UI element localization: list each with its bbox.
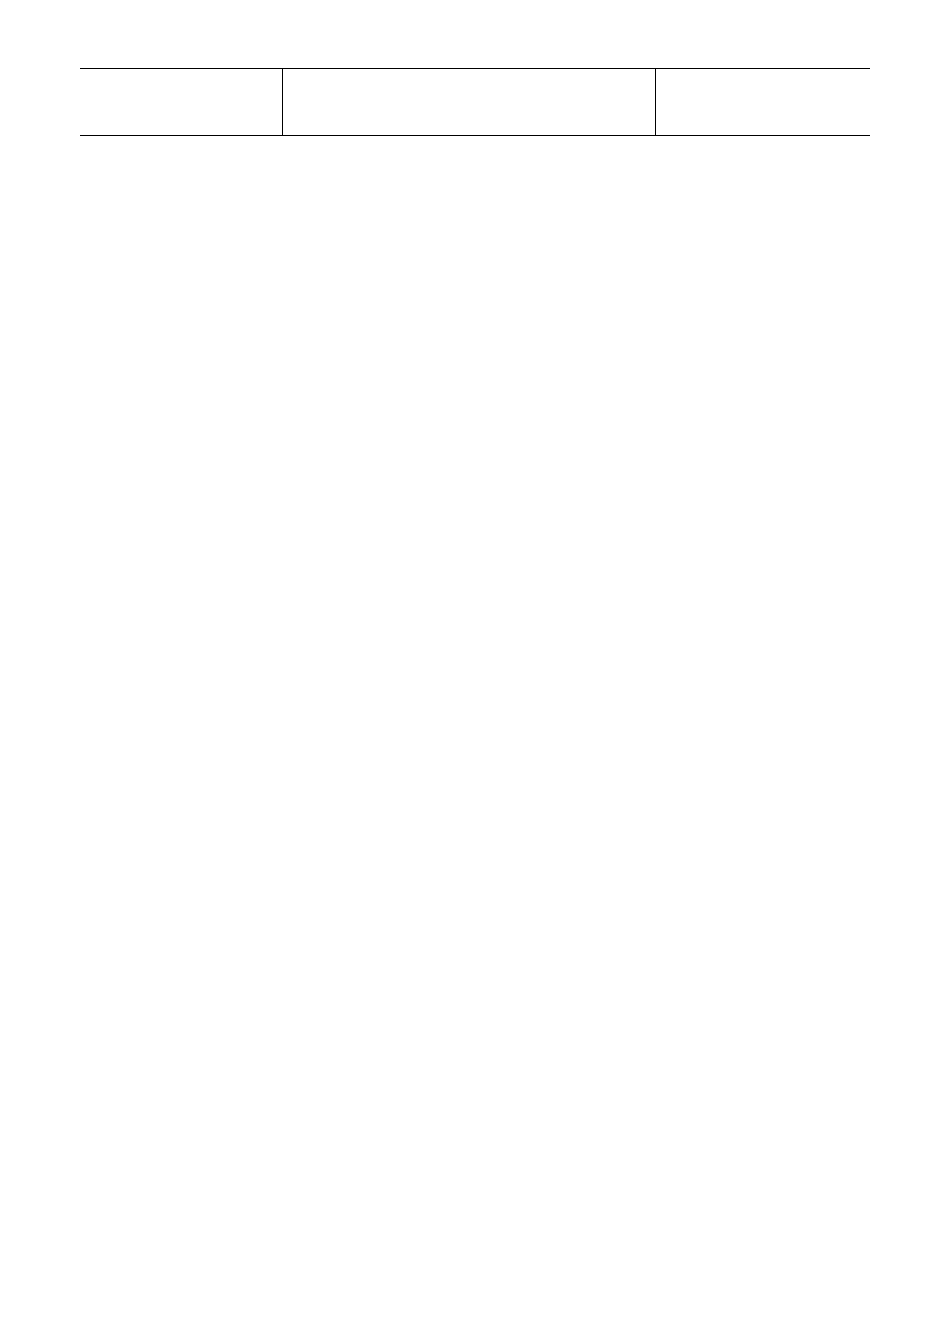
header-meta: [80, 69, 282, 135]
page-header: [80, 68, 870, 136]
header-motto: [283, 69, 654, 135]
header-page-number: [656, 69, 870, 135]
